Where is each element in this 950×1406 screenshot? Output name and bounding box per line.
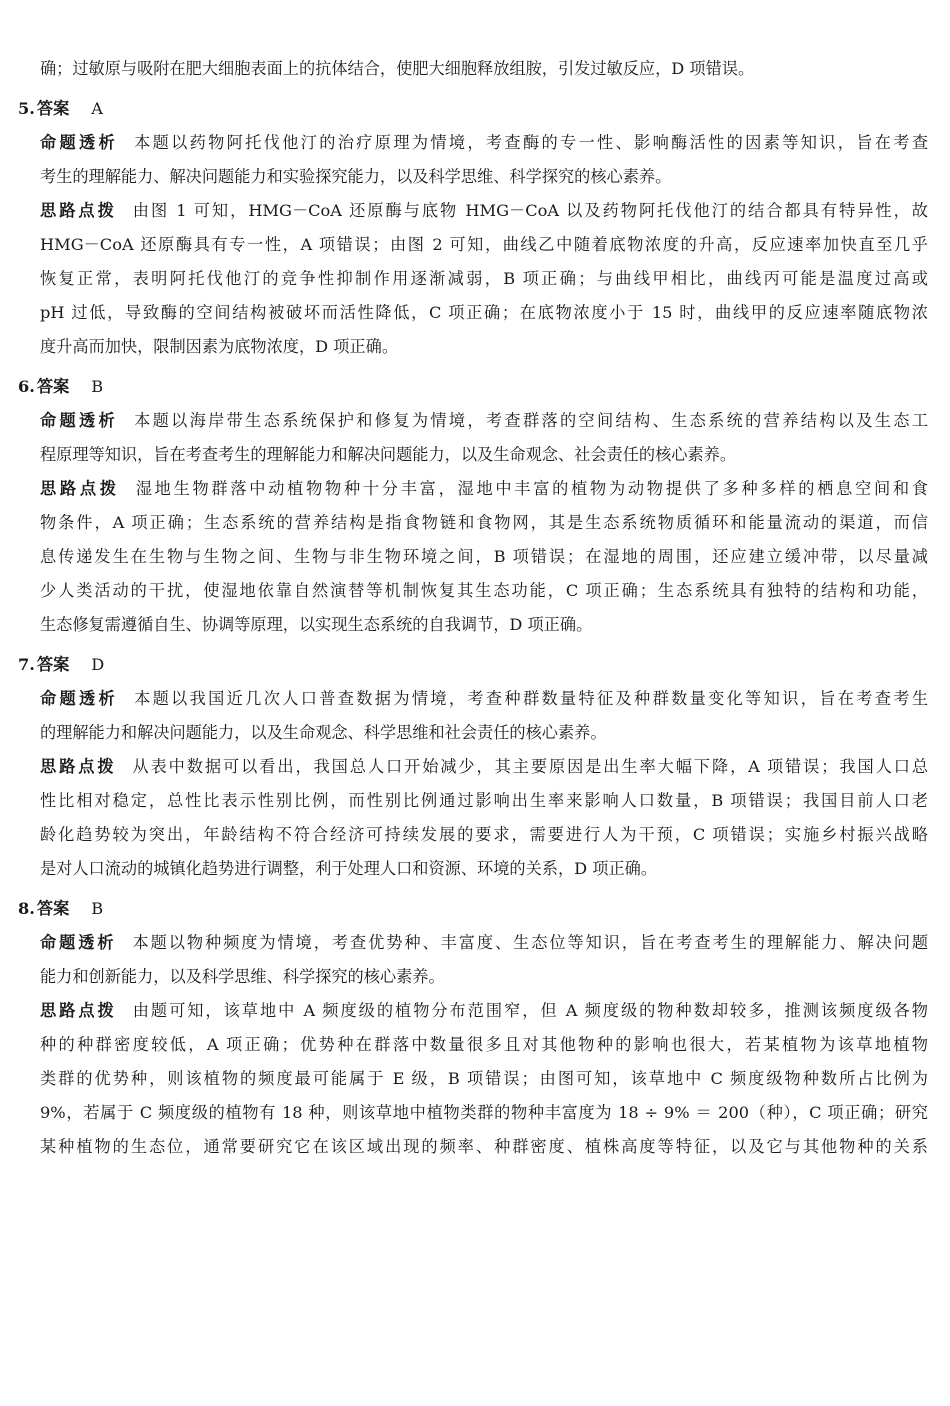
answer-number: 5. xyxy=(18,99,35,118)
answer-number: 7. xyxy=(18,655,35,674)
hint-line: 9%，若属于 C 频度级的植物有 18 种，则该草地中植物类群的物种丰富度为 18 ÷ 9% ＝ 200（种），C 项正确；研究 xyxy=(40,1103,928,1122)
hint-line: 类群的优势种，则该植物的频度最可能属于 E 级，B 项错误；由图可知，该草地中 C 频度级物种数所占比例为 xyxy=(40,1069,928,1088)
answer-block-5 xyxy=(18,92,928,364)
hint-line: 是对人口流动的城镇化趋势进行调整，利于处理人口和资源、环境的关系，D 项正确。 xyxy=(40,859,658,878)
answer-value: B xyxy=(91,899,104,918)
answer-heading xyxy=(18,892,928,926)
analysis-line: 的理解能力和解决问题能力，以及生命观念、科学思维和社会责任的核心素养。 xyxy=(40,723,607,742)
hint-label: 思路点拨 xyxy=(40,479,120,498)
analysis-line: 考生的理解能力、解决问题能力和实验探究能力，以及科学思维、科学探究的核心素养。 xyxy=(40,167,672,186)
analysis-line: 命题透析 本题以药物阿托伐他汀的治疗原理为情境，考查酶的专一性、影响酶活性的因素等知识，旨在考查 xyxy=(40,133,928,152)
hint-line: 性比相对稳定，总性比表示性别比例，而性别比例通过影响出生率来影响人口数量，B 项错误；我国目前人口老 xyxy=(40,791,928,810)
analysis-label: 命题透析 xyxy=(40,411,119,430)
hint-line: 少人类活动的干扰，使湿地依靠自然演替等机制恢复其生态功能，C 项正确；生态系统具有独特的结构和功能， xyxy=(40,581,928,600)
answer-number: 6. xyxy=(18,377,35,396)
analysis-line: 命题透析 本题以我国近几次人口普查数据为情境，考查种群数量特征及种群数量变化等知识，旨在考查考生 xyxy=(40,689,928,708)
answer-value: A xyxy=(91,99,103,118)
answer-value: B xyxy=(91,377,104,396)
hint-label: 思路点拨 xyxy=(40,757,117,776)
answer-label: 答案 xyxy=(36,899,70,918)
answer-block-6 xyxy=(18,370,928,642)
hint-line: 思路点拨 湿地生物群落中动植物物种十分丰富，湿地中丰富的植物为动物提供了多种多样的栖息空间和食 xyxy=(40,479,928,498)
hint-line: HMG－CoA 还原酶具有专一性，A 项错误；由图 2 可知，曲线乙中随着底物浓度的升高，反应速率加快直至几乎 xyxy=(40,235,928,254)
answer-label: 答案 xyxy=(36,655,70,674)
answer-block-8 xyxy=(18,892,928,1164)
analysis-line: 命题透析 本题以物种频度为情境，考查优势种、丰富度、生态位等知识，旨在考查考生的理解能力、解决问题 xyxy=(40,933,928,952)
answer-block-7 xyxy=(18,648,928,886)
hint-line: 思路点拨 由图 1 可知，HMG－CoA 还原酶与底物 HMG－CoA 以及药物阿托伐他汀的结合都具有特异性，故 xyxy=(40,201,928,220)
hint-label: 思路点拨 xyxy=(40,201,117,220)
hint-line: 思路点拨 由题可知，该草地中 A 频度级的植物分布范围窄，但 A 频度级的物种数却较多，推测该频度级各物 xyxy=(40,1001,928,1020)
answer-heading xyxy=(18,92,928,126)
hint-line: 生态修复需遵循自生、协调等原理，以实现生态系统的自我调节，D 项正确。 xyxy=(40,615,593,634)
hint-line: 度升高而加快，限制因素为底物浓度，D 项正确。 xyxy=(40,337,399,356)
hint-line: 息传递发生在生物与生物之间、生物与非生物环境之间，B 项错误；在湿地的周围，还应建立缓冲带，以尽量减 xyxy=(40,547,928,566)
hint-line: 种的种群密度较低，A 项正确；优势种在群落中数量很多且对其他物种的影响也很大，若某植物为该草地植物 xyxy=(40,1035,928,1054)
page-content xyxy=(18,52,928,1164)
analysis-line: 程原理等知识，旨在考查考生的理解能力和解决问题能力，以及生命观念、社会责任的核心素养。 xyxy=(40,445,737,464)
hint-line: pH 过低，导致酶的空间结构被破坏而活性降低，C 项正确；在底物浓度小于 15 时，曲线甲的反应速率随底物浓 xyxy=(40,303,928,322)
answer-number: 8. xyxy=(18,899,35,918)
answer-value: D xyxy=(91,655,105,674)
answer-heading xyxy=(18,370,928,404)
intro-tail: 确；过敏原与吸附在肥大细胞表面上的抗体结合，使肥大细胞释放组胺，引发过敏反应，D 项错误。 xyxy=(40,59,755,78)
analysis-line: 命题透析 本题以海岸带生态系统保护和修复为情境，考查群落的空间结构、生态系统的营养结构以及生态工 xyxy=(40,411,928,430)
analysis-label: 命题透析 xyxy=(40,689,119,708)
hint-line: 物条件，A 项正确；生态系统的营养结构是指食物链和食物网，其是生态系统物质循环和能量流动的渠道，而信 xyxy=(40,513,928,532)
answer-label: 答案 xyxy=(36,377,70,396)
hint-line: 某种植物的生态位，通常要研究它在该区域出现的频率、种群密度、植株高度等特征，以及它与其他物种的关系 xyxy=(40,1137,928,1156)
analysis-label: 命题透析 xyxy=(40,933,117,952)
answer-heading xyxy=(18,648,928,682)
hint-line: 龄化趋势较为突出，年龄结构不符合经济可持续发展的要求，需要进行人为干预，C 项错误；实施乡村振兴战略 xyxy=(40,825,928,844)
analysis-line: 能力和创新能力，以及科学思维、科学探究的核心素养。 xyxy=(40,967,445,986)
analysis-label: 命题透析 xyxy=(40,133,119,152)
hint-line: 恢复正常，表明阿托伐他汀的竞争性抑制作用逐渐减弱，B 项正确；与曲线甲相比，曲线丙可能是温度过高或 xyxy=(40,269,928,288)
answer-label: 答案 xyxy=(36,99,70,118)
hint-label: 思路点拨 xyxy=(40,1001,117,1020)
hint-line: 思路点拨 从表中数据可以看出，我国总人口开始减少，其主要原因是出生率大幅下降，A 项错误；我国人口总 xyxy=(40,757,928,776)
